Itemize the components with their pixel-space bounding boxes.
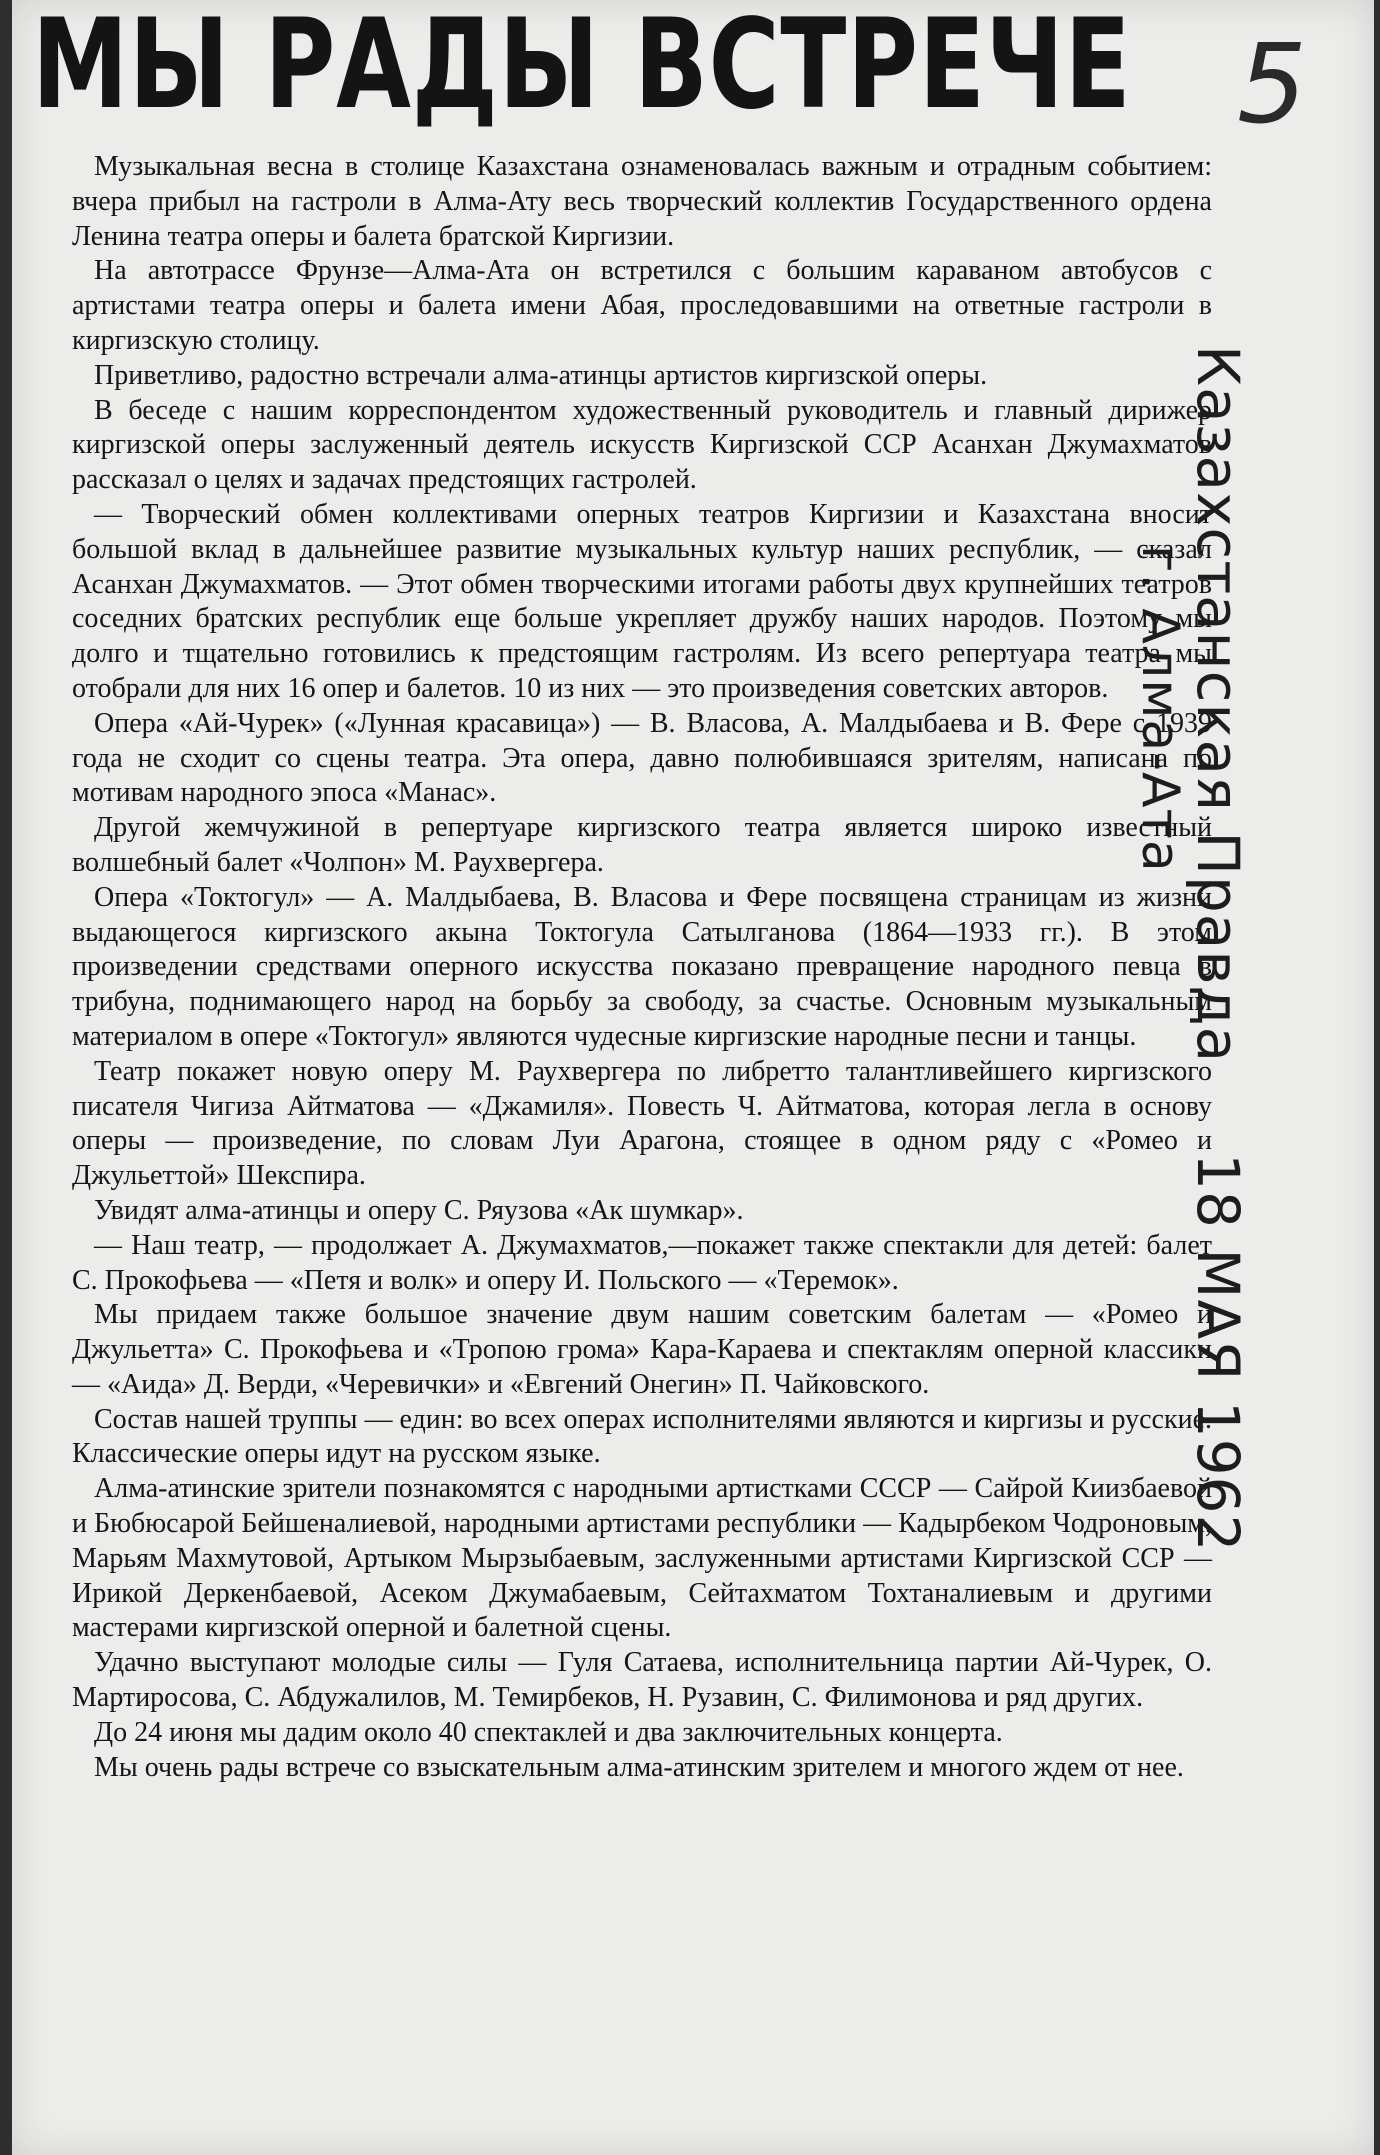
headline: МЫ РАДЫ ВСТРЕЧЕ xyxy=(32,0,1132,137)
paragraph: Другой жемчужиной в репертуаре киргизского театра является широко известный волшебный балет «Чолпон» М. Раухвергера. xyxy=(72,812,1212,878)
stamp-date: 18 МАЯ 1962 xyxy=(1184,1153,1252,1553)
paragraph: Увидят алма-атинцы и оперу С. Ряузова «Ак шумкар». xyxy=(94,1194,744,1226)
paragraph: До 24 июня мы дадим около 40 спектаклей и два заключительных концерта. xyxy=(94,1716,1003,1748)
paragraph: Мы очень рады встрече со взыскательным алма-атинским зрителем и многого ждем от нее. xyxy=(94,1751,1184,1783)
paragraph: Музыкальная весна в столице Казахстана ознаменовалась важным и отрадным событием: вчера прибыл на гастроли в Алма-Ату весь творческий коллектив Государственного ордена Ленина театра оперы и балета братской Киргизии. xyxy=(72,151,1212,252)
paragraph: Опера «Токтогул» — А. Малдыбаева, В. Власова и Фере посвящена страницам из жизни выдающегося киргизского акына Токтогула Сатылганова (1864—1933 гг.). В этом произведении средствами оперного искусства показано превращение народного певца в трибуна, поднимающего народ на борьбу за свободу, за счастье. Основным музыкальным материалом в опере «Токтогул» являются чудесные киргизские народные песни и танцы. xyxy=(72,881,1212,1052)
paragraph: Приветливо, радостно встречали алма-атинцы артистов киргизской оперы. xyxy=(94,359,988,391)
paragraph: Опера «Ай-Чурек» («Лунная красавица») — В. Власова, А. Малдыбаева и В. Фере с 1939 года не сходит со сцены театра. Эта опера, давно полюбившаяся зрителям, написана по мотивам народного эпоса «Манас». xyxy=(72,707,1212,809)
paragraph: В беседе с нашим корреспондентом художественный руководитель и главный дирижер киргизской оперы заслуженный деятель искусств Киргизской ССР Асанхан Джумахматов рассказал о целях и задачах предстоящих гастролей. xyxy=(72,394,1212,496)
paragraph: На автотрассе Фрунзе—Алма-Ата он встретился с большим караваном автобусов с артистами театра оперы и балета имени Абая, проследовавшими на ответные гастроли в киргизскую столицу. xyxy=(72,255,1212,356)
paragraph: Удачно выступают молодые силы — Гуля Сатаева, исполнительница партии Ай-Чурек, О. Мартиросова, С. Абдужалилов, М. Темирбеков, Н. Рузавин, С. Филимонова и ряд других. xyxy=(72,1647,1212,1714)
paragraph: Алма-атинские зрители познакомятся с народными артистками СССР — Сайрой Киизбаевой и Бюбюсарой Бейшеналиевой, народными артистами республики — Кадырбеком Чодроновым, Марьям Махмутовой, Артыком Мырзыбаевым, заслуженными артистами Киргизской ССР — Ирикой Деркенбаевой, Асеком Джумабаевым, Сейтахматом Тохтаналиевым и другими мастерами киргизской оперной и балетной сцены. xyxy=(72,1473,1212,1644)
article-body xyxy=(72,150,1212,1785)
paragraph: — Наш театр, — продолжает А. Джумахматов,—покажет также спектакли для детей: балет С. Прокофьева — «Петя и волк» и оперу И. Польского — «Теремок». xyxy=(72,1229,1212,1296)
newspaper-clipping xyxy=(12,0,1374,2155)
stamp-main-line xyxy=(1184,345,1252,1552)
newspaper-stamp xyxy=(1112,345,1252,1553)
paragraph: — Творческий обмен коллективами оперных театров Киргизии и Казахстана вносит большой вклад в дальнейшее развитие музыкальных культур наших республик, — сказал Асанхан Джумахматов. — Этот обмен творческими итогами работы двух крупнейших театров соседних братских республик еще больше укрепляет дружбу наших народов. Поэтому мы долго и тщательно готовились к предстоящим гастролям. Из всего репертуара театра мы отобрали для них 16 опер и балетов. 10 из них — это произведения советских авторов. xyxy=(72,498,1212,704)
handwritten-number: 5 xyxy=(1237,20,1307,148)
paragraph: Театр покажет новую оперу М. Раухвергера по либретто талантливейшего киргизского писателя Чигиза Айтматова — «Джамиля». Повесть Ч. Айтматова, которая легла в основу оперы — произведение, по словам Луи Арагона, стоящее в одном ряду с «Ромео и Джульеттой» Шекспира. xyxy=(72,1055,1212,1192)
paragraph: Состав нашей труппы — един: во всех операх исполнителями являются и киргизы и русские. Классические оперы идут на русском языке. xyxy=(72,1403,1212,1470)
stamp-newspaper-name: Казахстанская Правда xyxy=(1184,345,1252,1064)
paragraph: Мы придаем также большое значение двум нашим советским балетам — «Ромео и Джульетта» С. Прокофьева и «Тропою грома» Кара-Караева и спектаклям оперной классики — «Аида» Д. Верди, «Черевички» и «Евгений Онегин» П. Чайковского. xyxy=(72,1299,1212,1400)
stamp-city: г. Алма-Ата xyxy=(1130,545,1190,873)
